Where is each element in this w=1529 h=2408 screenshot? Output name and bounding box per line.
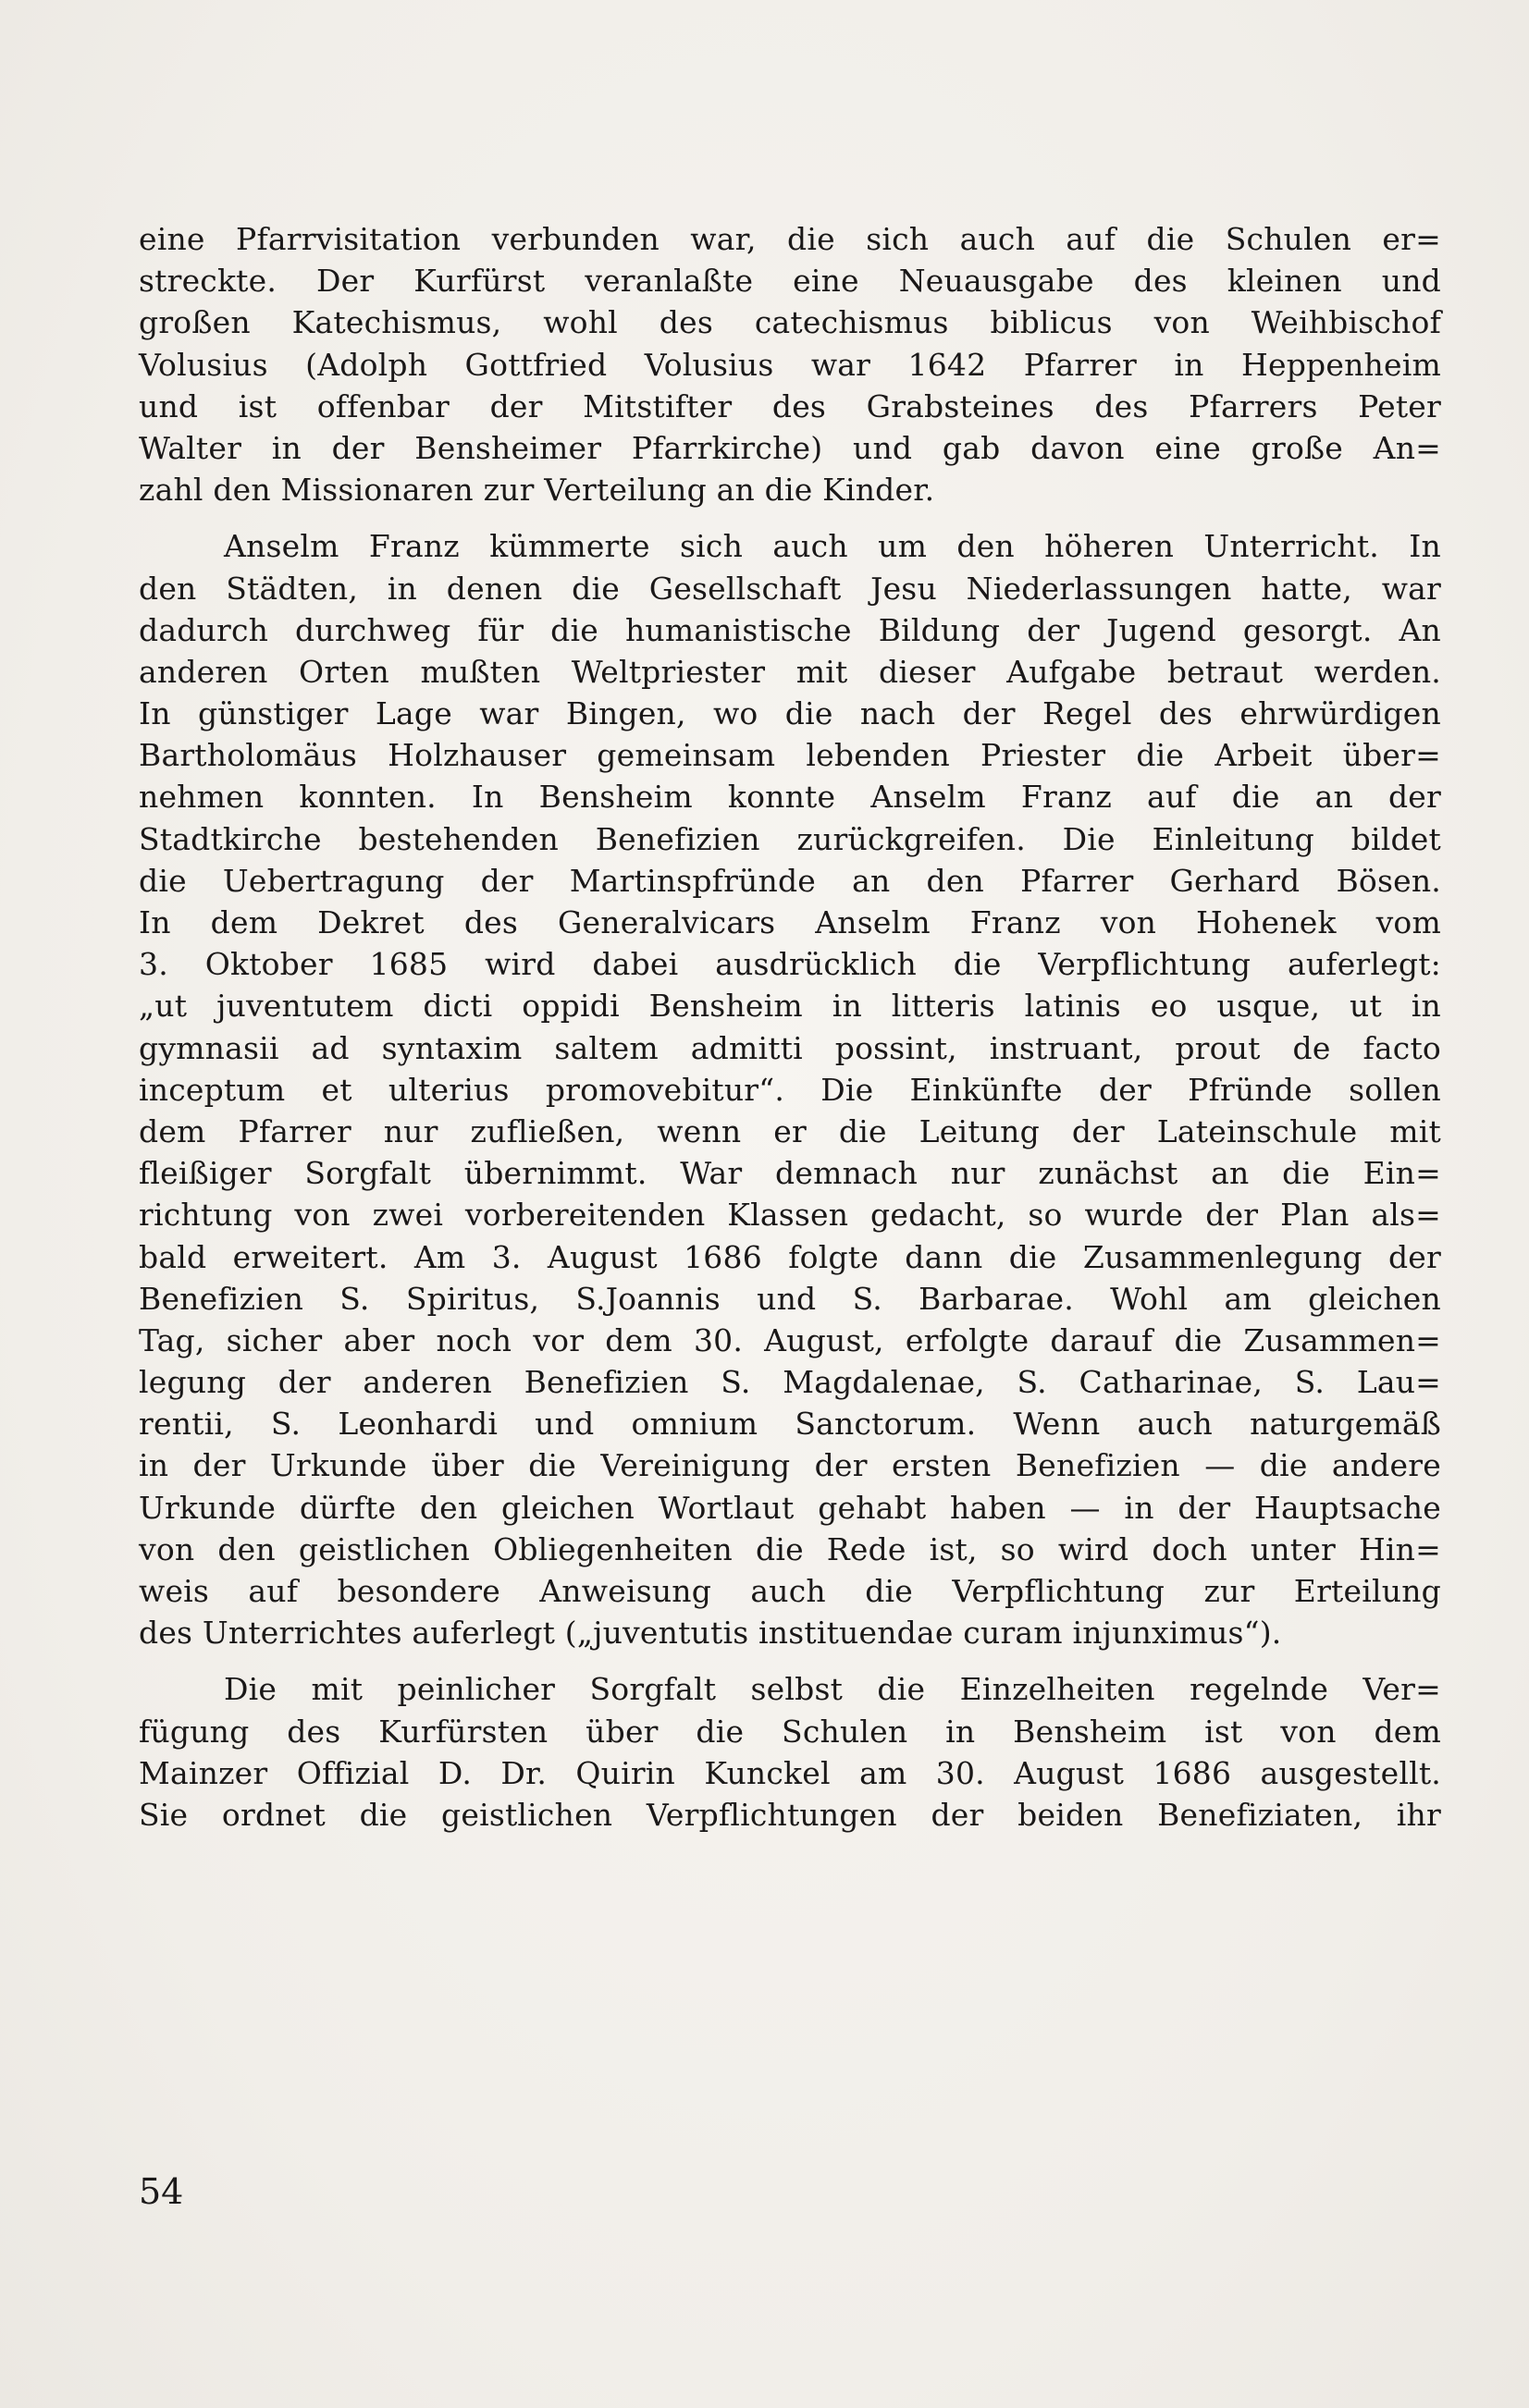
- page-number: 54: [139, 2171, 184, 2212]
- text-line: Bartholomäus Holzhauser gemeinsam lebenden Priester die Arbeit über=: [139, 737, 1441, 774]
- text-line: zahl den Missionaren zur Verteilung an die Kinder.: [139, 472, 935, 509]
- text-line: fleißiger Sorgfalt übernimmt. War demnach nur zunächst an die Ein=: [139, 1155, 1441, 1192]
- text-line: Tag, sicher aber noch vor dem 30. August, erfolgte darauf die Zusammen=: [139, 1321, 1441, 1358]
- text-line: den Städten, in denen die Gesellschaft Jesu Niederlassungen hatte, war: [139, 570, 1441, 607]
- text-line: inceptum et ulterius promovebitur“. Die Einkünfte der Pfründe sollen: [139, 1071, 1441, 1108]
- text-line: „ut juventutem dicti oppidi Bensheim in litteris latinis eo usque, ut in: [139, 988, 1441, 1025]
- text-line: gymnasii ad syntaxim saltem admitti possint, instruant, prout de facto: [139, 1029, 1441, 1066]
- text-line: In dem Dekret des Generalvicars Anselm Franz von Hohenek vom: [139, 904, 1441, 940]
- text-line: Urkunde dürfte den gleichen Wortlaut gehabt haben — in der Hauptsache: [139, 1489, 1441, 1526]
- text-line: und ist offenbar der Mitstifter des Grabsteines des Pfarrers Peter: [139, 387, 1441, 424]
- text-line: dadurch durchweg für die humanistische Bildung der Jugend gesorgt. An: [139, 611, 1441, 648]
- text-line: Anselm Franz kümmerte sich auch um den höheren Unterricht. In: [224, 528, 1441, 565]
- text-line: die Uebertragung der Martinspfründe an den Pfarrer Gerhard Bösen.: [139, 862, 1441, 899]
- text-line: fügung des Kurfürsten über die Schulen in Bensheim ist von dem: [139, 1713, 1441, 1750]
- text-line: großen Katechismus, wohl des catechismus biblicus von Weihbischof: [139, 304, 1441, 341]
- text-line: Volusius (Adolph Gottfried Volusius war 1642 Pfarrer in Heppenheim: [139, 346, 1441, 383]
- paragraph-1: [139, 218, 1441, 510]
- text-line: weis auf besondere Anweisung auch die Verpflichtung zur Erteilung: [139, 1573, 1441, 1609]
- text-line: anderen Orten mußten Weltpriester mit dieser Aufgabe betraut werden.: [139, 653, 1441, 690]
- paragraph-2: [139, 525, 1441, 1653]
- text-line: Benefizien S. Spiritus, S.Joannis und S. Barbarae. Wohl am gleichen: [139, 1280, 1441, 1317]
- text-line: 3. Oktober 1685 wird dabei ausdrücklich die Verpflichtung auferlegt:: [139, 946, 1441, 983]
- text-line: rentii, S. Leonhardi und omnium Sanctorum. Wenn auch naturgemäß: [139, 1406, 1441, 1443]
- paragraph-spacer: [139, 510, 1441, 525]
- text-line: Sie ordnet die geistlichen Verpflichtungen der beiden Benefiziaten, ihr: [139, 1796, 1441, 1833]
- text-line: Mainzer Offizial D. Dr. Quirin Kunckel am 30. August 1686 ausgestellt.: [139, 1754, 1441, 1791]
- text-line: dem Pfarrer nur zufließen, wenn er die Leitung der Lateinschule mit: [139, 1112, 1441, 1149]
- paragraph-3: [139, 1668, 1441, 1836]
- text-line: Walter in der Bensheimer Pfarrkirche) und gab davon eine große An=: [139, 429, 1441, 466]
- text-line: streckte. Der Kurfürst veranlaßte eine Neuausgabe des kleinen und: [139, 263, 1441, 300]
- text-line: nehmen konnten. In Bensheim konnte Anselm Franz auf die an der: [139, 779, 1441, 816]
- text-line: In günstiger Lage war Bingen, wo die nach der Regel des ehrwürdigen: [139, 695, 1441, 732]
- text-line: des Unterrichtes auferlegt („juventutis instituendae curam injunximus“).: [139, 1615, 1282, 1652]
- text-line: bald erweitert. Am 3. August 1686 folgte dann die Zusammenlegung der: [139, 1238, 1441, 1275]
- text-line: von den geistlichen Obliegenheiten die Rede ist, so wird doch unter Hin=: [139, 1530, 1441, 1567]
- paragraph-spacer: [139, 1653, 1441, 1668]
- text-line: in der Urkunde über die Vereinigung der ersten Benefizien — die andere: [139, 1447, 1441, 1484]
- text-line: legung der anderen Benefizien S. Magdalenae, S. Catharinae, S. Lau=: [139, 1364, 1441, 1401]
- text-line: Stadtkirche bestehenden Benefizien zurückgreifen. Die Einleitung bildet: [139, 820, 1441, 857]
- text-line: Die mit peinlicher Sorgfalt selbst die Einzelheiten regelnde Ver=: [224, 1671, 1441, 1708]
- body-text: [139, 218, 1441, 1836]
- text-line: eine Pfarrvisitation verbunden war, die sich auch auf die Schulen er=: [139, 221, 1441, 257]
- text-line: richtung von zwei vorbereitenden Klassen gedacht, so wurde der Plan als=: [139, 1197, 1441, 1234]
